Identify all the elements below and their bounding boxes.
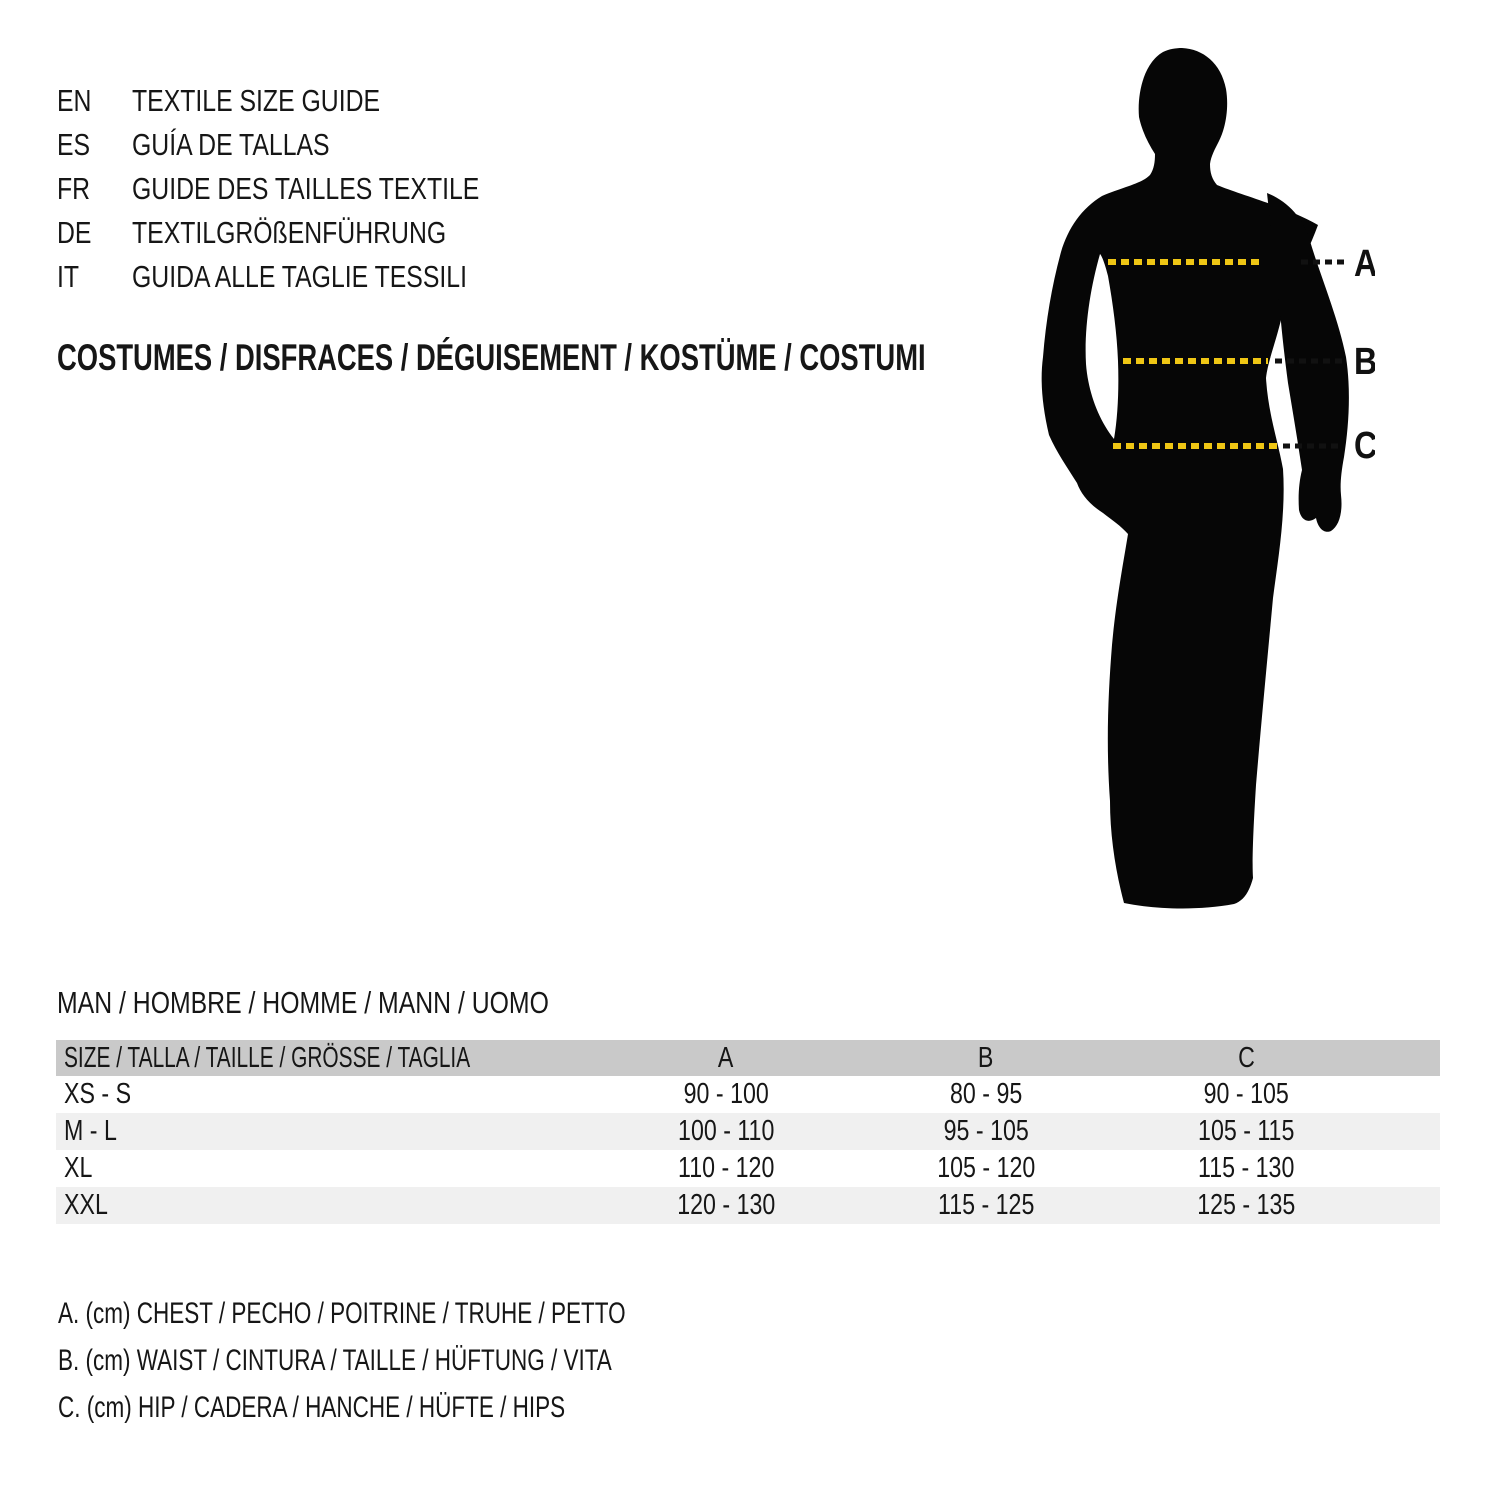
lang-code-es: ES [57,127,91,162]
lang-code-en: EN [57,83,92,118]
size-table-header [56,1040,1440,1076]
measure-label-a: A [1354,242,1375,285]
measure-label-c: C [1354,424,1375,467]
section-title-man: MAN / HOMBRE / HOMME / MANN / UOMO [57,985,549,1020]
lang-title-de: TEXTILGRÖßENFÜHRUNG [132,215,447,250]
row-c: 105 - 115 [1197,1115,1295,1147]
lang-title-it: GUIDA ALLE TAGLIE TESSILI [132,259,467,294]
lang-row-en [57,79,566,123]
row-a: 100 - 110 [677,1115,775,1147]
silhouette-body [1042,48,1318,908]
row-c: 125 - 135 [1196,1189,1296,1221]
row-a: 120 - 130 [676,1189,776,1221]
category-headline: COSTUMES / DISFRACES / DÉGUISEMENT / KOSTÜME / COSTUMI [57,337,926,378]
row-a: 110 - 120 [677,1152,775,1184]
table-row-xxl [56,1187,1440,1224]
row-c: 115 - 130 [1197,1152,1295,1184]
lang-row-fr [57,167,566,211]
measurement-legend [58,1290,815,1431]
row-b: 95 - 105 [943,1115,1029,1147]
table-row-xl [56,1150,1440,1187]
lang-title-en: TEXTILE SIZE GUIDE [132,83,381,118]
lang-code-it: IT [57,259,80,294]
row-size: XXL [64,1189,108,1221]
lang-row-es [57,123,566,167]
row-b: 115 - 125 [937,1189,1035,1221]
header-size: SIZE / TALLA / TAILLE / GRÖSSE / TAGLIA [64,1041,471,1074]
table-row-xs-s [56,1076,1440,1113]
row-size: XS - S [64,1078,132,1110]
row-b: 80 - 95 [949,1078,1023,1110]
lang-row-de [57,211,566,255]
language-title-list [57,79,566,299]
legend-waist: B. (cm) WAIST / CINTURA / TAILLE / HÜFTUNG / VITA [58,1344,612,1377]
row-size: XL [64,1152,93,1184]
table-row-m-l [56,1113,1440,1150]
man-silhouette [1035,45,1375,925]
row-c: 90 - 105 [1203,1078,1289,1110]
measure-label-b: B [1354,340,1375,383]
row-a: 90 - 100 [683,1078,769,1110]
size-table [56,1040,1440,1224]
header-col-a: A [718,1041,734,1074]
lang-row-it [57,255,566,299]
header-col-b: B [978,1041,994,1074]
lang-code-de: DE [57,215,92,250]
lang-title-fr: GUIDE DES TAILLES TEXTILE [132,171,480,206]
lang-title-es: GUÍA DE TALLAS [132,127,330,162]
row-b: 105 - 120 [936,1152,1036,1184]
header-col-c: C [1237,1041,1255,1074]
legend-hip: C. (cm) HIP / CADERA / HANCHE / HÜFTE / HIPS [58,1391,566,1424]
lang-code-fr: FR [57,171,91,206]
legend-chest: A. (cm) CHEST / PECHO / POITRINE / TRUHE / PETTO [58,1297,626,1330]
row-size: M - L [64,1115,117,1147]
male-silhouette-figure [1035,45,1375,925]
